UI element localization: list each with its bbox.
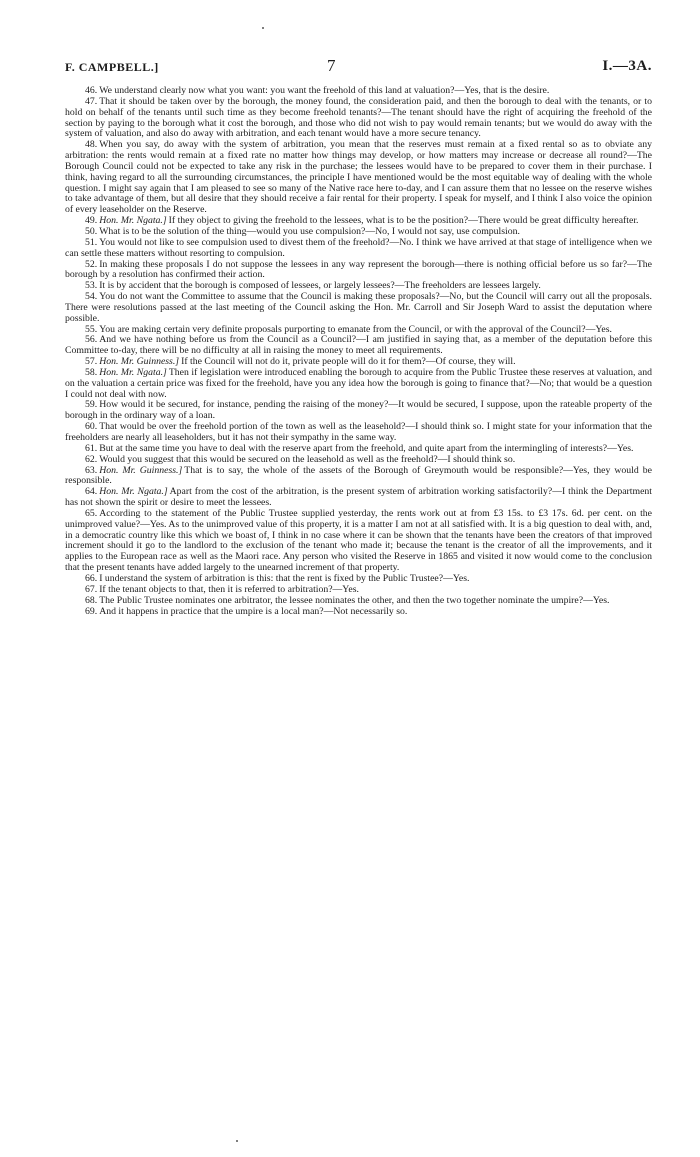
testimony-paragraph: [65, 335, 652, 357]
question-number: 51.: [85, 236, 98, 248]
testimony-paragraph: [65, 400, 652, 422]
speaker-label: Hon. Mr. Ngata.]: [99, 215, 167, 227]
paragraph-text: When you say, do away with the system of arbitration, you mean that the reserves must remain at a fixed rental so as to obviate any arbitration: the rents would remain at a fixed rate no matter how things may develop, or how matters may increase or decrease all round?—The Borough Council could not be expected to take any risk in the purchase; the lessees would have to be prepared to cover them in their purchase. I think, having regard to all the surrounding circumstances, the principle I have mentioned would be the most equitable way of dealing with the whole question. I might say again that I am pleased to see so many of the Native race here to-day, and I can assure them that no lessee on the reserve wishes to take advantage of them, but all desire that they should receive a fair rental for their property. I speak for myself, and I think I also voice the opinion of every leaseholder on the Reserve.: [65, 139, 652, 216]
question-number: 52.: [85, 258, 98, 270]
speaker-label: Hon. Mr. Ngata.]: [99, 366, 167, 378]
speaker-label: Hon. Mr. Guinness.]: [99, 356, 180, 368]
bottom-speck: [236, 1140, 238, 1142]
page-number: 7: [327, 56, 336, 75]
paragraph-text: The Public Trustee nominates one arbitrator, the lessee nominates the other, and then the two together nominate the umpire?—Yes.: [99, 594, 610, 606]
speaker-label: Hon. Mr. Ngata.]: [99, 486, 168, 498]
question-number: 47.: [85, 95, 98, 107]
question-number: 49.: [85, 215, 98, 227]
testimony-paragraph: [65, 422, 652, 444]
paragraph-text: Would you suggest that this would be secured on the leasehold as well as the freehold?—I should think so.: [99, 453, 516, 465]
top-speck: [262, 27, 264, 29]
question-number: 57.: [85, 356, 98, 368]
testimony-paragraph: [65, 140, 652, 216]
witness-name: F. CAMPBELL.]: [65, 60, 159, 74]
paragraph-text: What is to be the solution of the thing—would you use compulsion?—No, I would not say, use compulsion.: [99, 225, 520, 237]
paragraph-text: We understand clearly now what you want: you want the freehold of this land at valuation?—Yes, that is the desire.: [99, 85, 550, 96]
document-reference: I.—3A.: [602, 58, 652, 74]
paragraph-text: You are making certain very definite proposals purporting to emanate from the Council, or with the approval of the Council?—Yes.: [99, 323, 612, 335]
paragraph-text: That is to say, the whole of the assets of the Borough of Greymouth would be responsible?—Yes, they would be responsible.: [65, 464, 653, 487]
paragraph-text: But at the same time you have to deal with the reserve apart from the freehold, and quite apart from the intermingling of interests?—Yes.: [99, 442, 634, 454]
paragraph-text: You would not like to see compulsion used to divest them of the freehold?—No. I think we have arrived at that stage of intelligence when we can settle these matters without resorting to compulsion.: [65, 236, 652, 259]
testimony-paragraph: [65, 292, 652, 325]
testimony-paragraph: [65, 368, 652, 401]
question-number: 64.: [85, 486, 98, 498]
question-number: 69.: [85, 605, 98, 617]
question-number: 50.: [85, 225, 98, 237]
paragraph-text: It is by accident that the borough is composed of lessees, or largely lessees?—The freeholders are lessees largely.: [99, 280, 541, 292]
paragraph-text: If the Council will not do it, private people will do it for them?—Of course, they will.: [181, 356, 516, 368]
paragraph-text: You do not want the Committee to assume that the Council is making these proposals?—No, but the Council will carry out all the proposals. There were resolutions passed at the last meeting of the Council asking the Hon. Mr. Carroll and Sir Joseph Ward to assist the deputation where possible.: [65, 291, 652, 324]
question-number: 61.: [85, 442, 98, 454]
testimony-paragraph: [65, 509, 652, 574]
speaker-label: Hon. Mr. Guinness.]: [99, 464, 183, 476]
paragraph-text: According to the statement of the Public Trustee supplied yesterday, the rents work out at from £3 15s. to £3 17s. 6d. per cent. on the unimproved value?—Yes. As to the unimproved value of this property, it is a matter I am not at all satisfied with. It is a big question to deal with, and, in a democratic country like this which we boast of, I think in no case where it can be shown that the tenants have been the creators of that improved increment should it go to the landlord to the exclusion of the tenant who made it; because the tenant is the creator of all the improvements, and it applies to the European race as well as the Maori race. Any person who visited the Reserve in 1865 and visited it now would come to the conclusion that the present tenants have added largely to the unearned increment of that property.: [65, 507, 652, 574]
question-number: 58.: [85, 366, 98, 378]
testimony-paragraph: [65, 487, 652, 509]
paragraph-text: I understand the system of arbitration is this: that the rent is fixed by the Public Trustee?—Yes.: [99, 572, 470, 584]
question-number: 65.: [85, 507, 98, 519]
question-number: 68.: [85, 594, 98, 606]
question-number: 60.: [85, 421, 98, 433]
question-number: 56.: [85, 334, 98, 346]
paragraph-text: That would be over the freehold portion of the town as well as the leasehold?—I should think so. I might state for your information that the freeholders are nearly all leaseholders, but it has not their sympathy in the same way.: [65, 421, 652, 443]
testimony-paragraph: [65, 466, 652, 488]
question-number: 59.: [85, 399, 98, 411]
paragraph-text: That it should be taken over by the borough, the money found, the consideration paid, and then the borough to deal with the tenants, or to hold on behalf of the tenants until such time as they become freehold tenants?—The tenant should have the right of acquiring the freehold of the section by paying to the borough what it cost the borough, and those who did not wish to pay would remain tenants; but we would do away with the system of valuation, and also do away with arbitration, and each tenant would have a more secure tenancy.: [65, 95, 652, 140]
paragraph-text: Then if legislation were introduced enabling the borough to acquire from the Public Trustee these reserves at valuation, and on the valuation a certain price was fixed for the freehold, have you any idea how the borough is going to finance that?—No; that would be a question I could not deal with now.: [65, 366, 652, 400]
question-number: 63.: [85, 464, 98, 476]
page-header: [65, 56, 652, 78]
question-number: 55.: [85, 323, 98, 335]
testimony-paragraph: [65, 238, 652, 260]
paragraph-text: Apart from the cost of the arbitration, is the present system of arbitration working satisfactorily?—I think the Department has not shown the spirit or desire to meet the lessees.: [65, 486, 652, 509]
question-number: 66.: [85, 572, 98, 584]
paragraph-text: If they object to giving the freehold to the lessees, what is to be the position?—There would be great difficulty hereafter.: [168, 215, 639, 227]
paragraph-text: In making these proposals I do not suppose the lessees in any way represent the borough—there is nothing official before us so far?—The borough by a resolution has confirmed their action.: [65, 258, 652, 281]
question-number: 67.: [85, 583, 98, 595]
question-number: 53.: [85, 280, 98, 292]
paragraph-text: If the tenant objects to that, then it is referred to arbitration?—Yes.: [99, 583, 359, 595]
testimony-paragraph: [65, 260, 652, 282]
question-number: 54.: [85, 291, 98, 303]
page-body: [65, 86, 652, 617]
question-number: 62.: [85, 453, 98, 465]
paragraph-text: And we have nothing before us from the Council as a Council?—I am justified in saying that, as a member of the deputation before this Committee to-day, there will be no difficulty at all in raising the money to meet all requirements.: [65, 334, 652, 357]
testimony-paragraph: [65, 97, 652, 140]
question-number: 46.: [85, 85, 98, 96]
paragraph-text: And it happens in practice that the umpire is a local man?—Not necessarily so.: [99, 605, 408, 617]
question-number: 48.: [85, 139, 98, 151]
testimony-paragraph: [65, 607, 652, 618]
paragraph-text: How would it be secured, for instance, pending the raising of the money?—It would be secured, I suppose, upon the rateable property of the borough in the ordinary way of a loan.: [65, 399, 652, 422]
